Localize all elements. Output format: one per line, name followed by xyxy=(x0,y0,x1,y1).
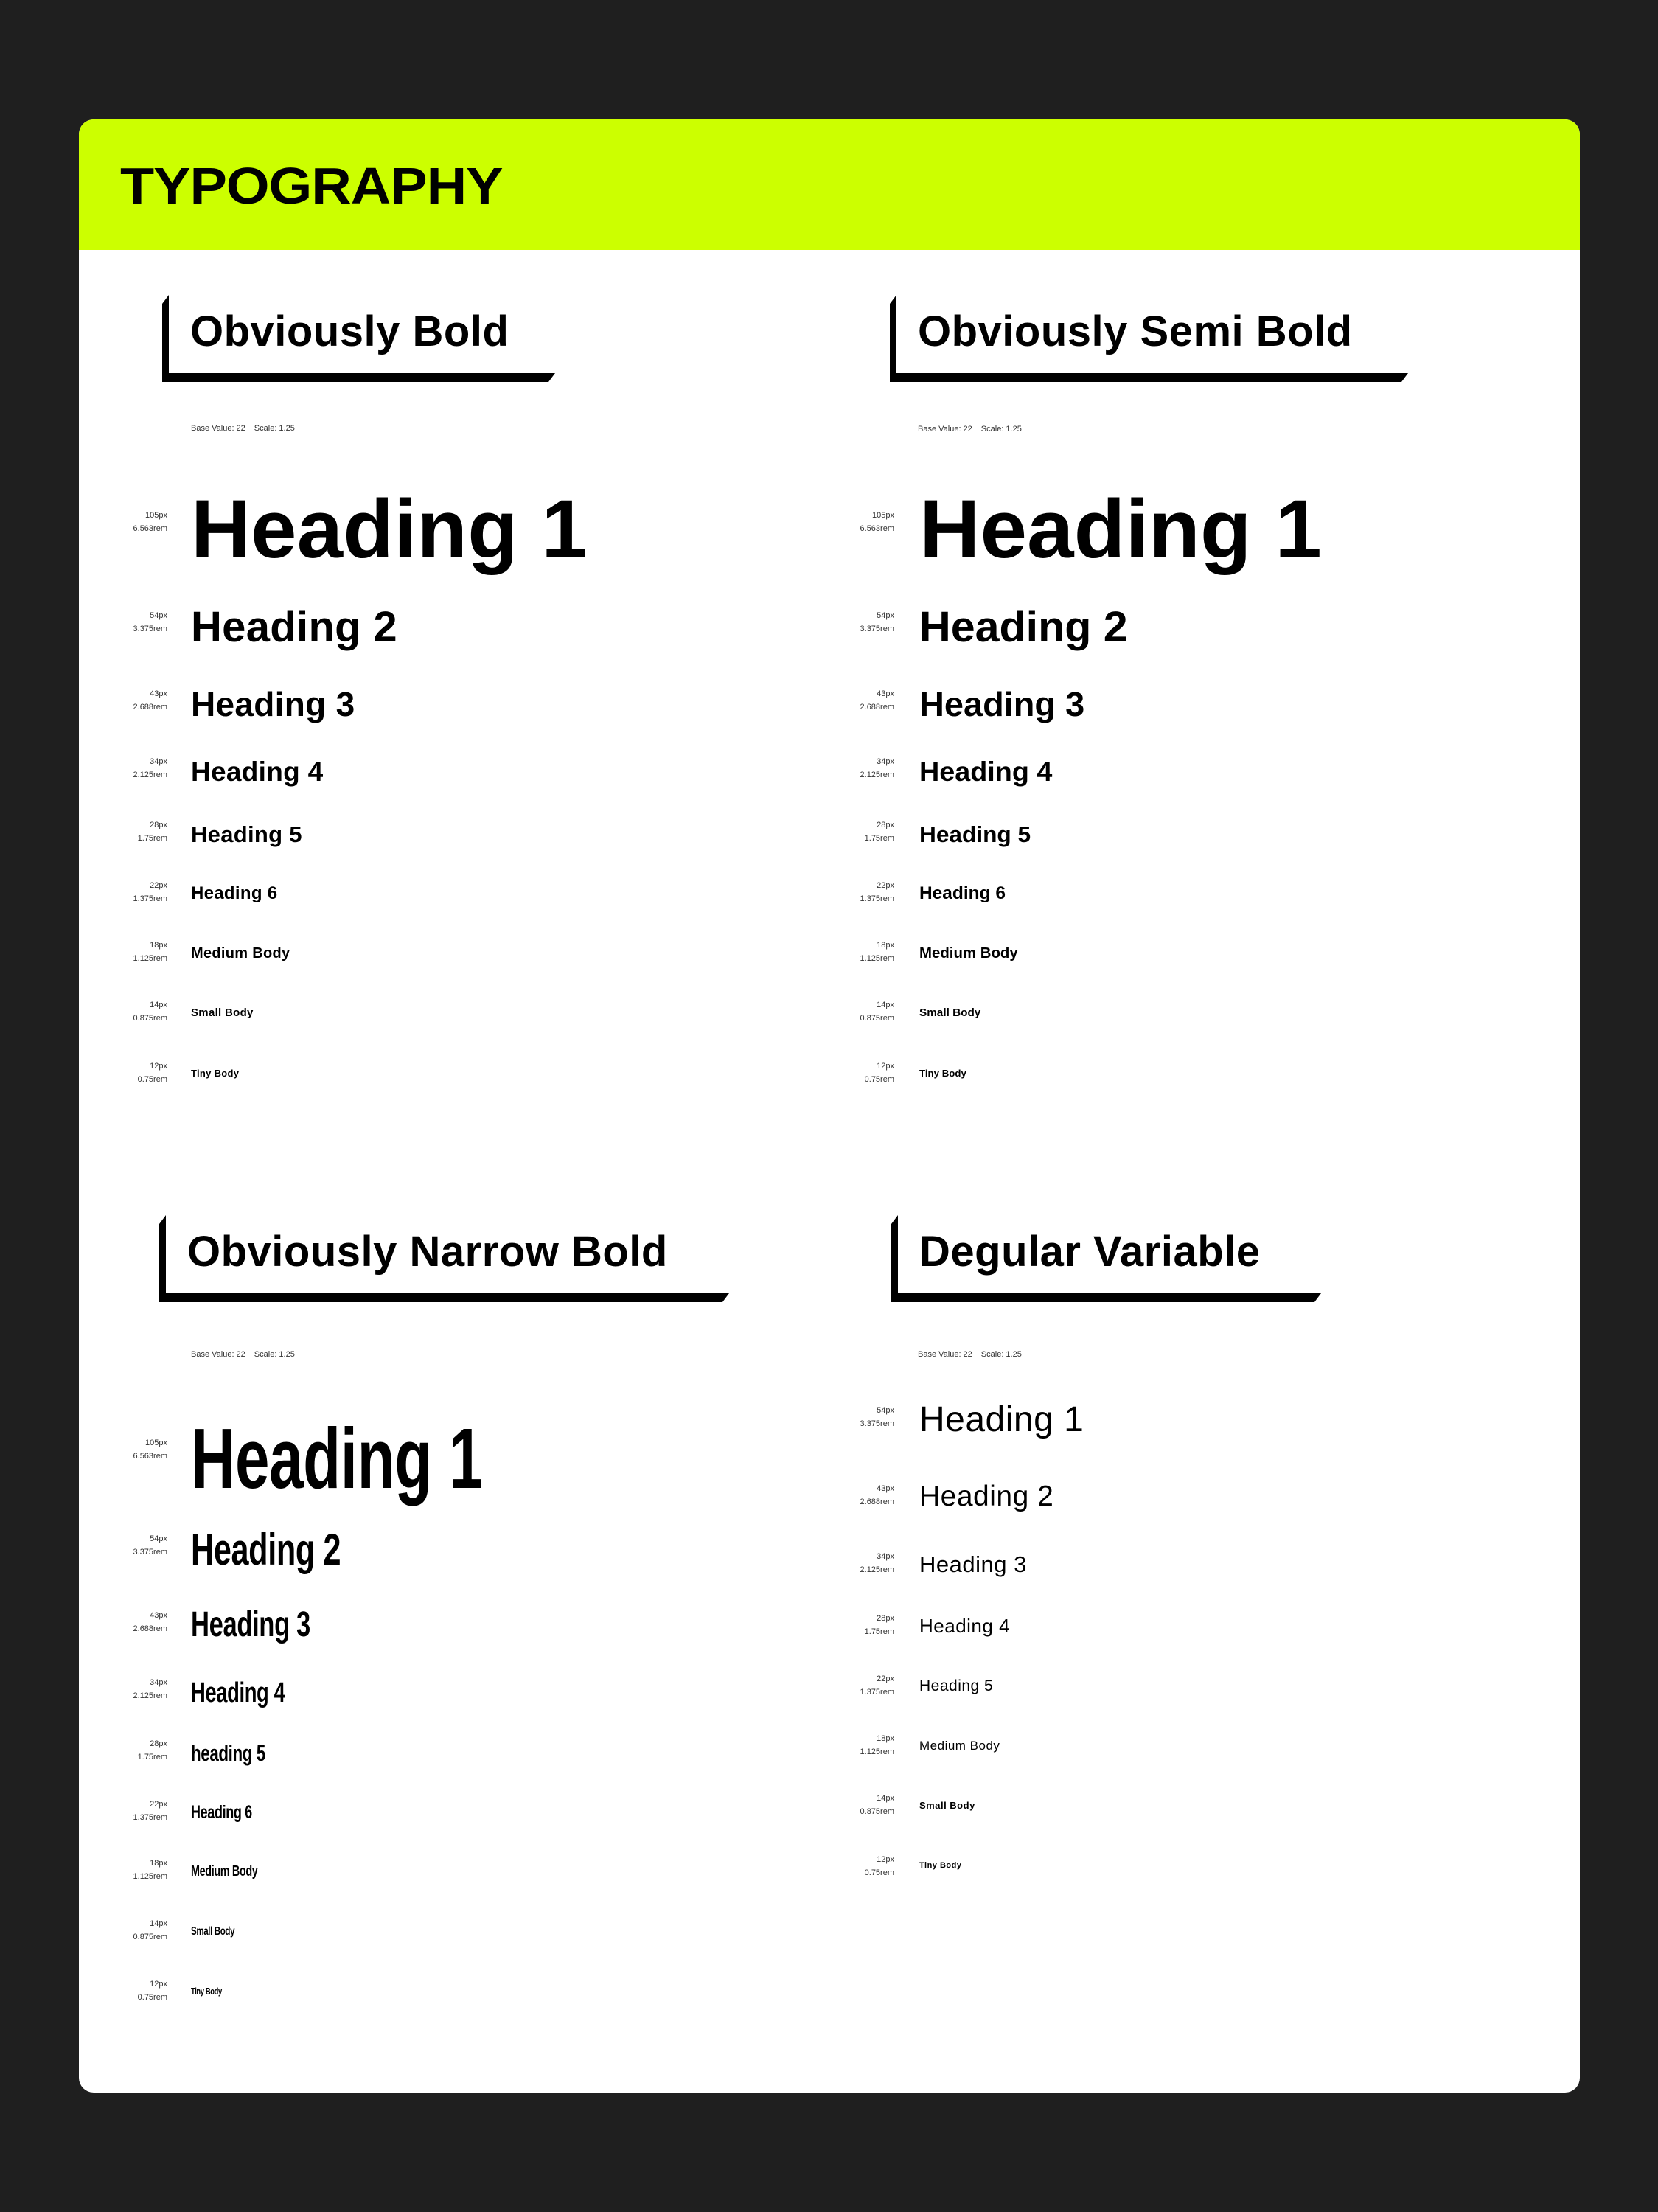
typography-card xyxy=(79,119,1580,2093)
size-label: 54px 3.375rem xyxy=(860,1406,894,1428)
sample-small-body: Small Body xyxy=(191,1925,235,1938)
size-label: 28px 1.75rem xyxy=(864,1614,894,1636)
sample-tiny-body: Tiny Body xyxy=(919,1068,966,1079)
section-title-box xyxy=(891,1215,1321,1302)
size-label: 34px 2.125rem xyxy=(860,1552,894,1574)
sample-medium-body: Medium Body xyxy=(919,945,1018,961)
size-label: 22px 1.375rem xyxy=(860,881,894,903)
sample-heading-3: Heading 3 xyxy=(919,1551,1027,1577)
size-label: 18px 1.125rem xyxy=(133,941,167,963)
sample-heading-4: Heading 4 xyxy=(191,757,324,787)
sample-tiny-body: Tiny Body xyxy=(919,1861,962,1870)
size-label: 28px 1.75rem xyxy=(137,1739,167,1761)
sample-heading-6: Heading 6 xyxy=(191,883,278,903)
size-label: 105px 6.563rem xyxy=(860,511,894,533)
section-title-box xyxy=(162,295,555,382)
sample-tiny-body: Tiny Body xyxy=(191,1068,240,1079)
size-label: 22px 1.375rem xyxy=(133,1800,167,1822)
size-label: 18px 1.125rem xyxy=(860,941,894,963)
sample-heading-1: Heading 1 xyxy=(919,1400,1084,1439)
scale-meta xyxy=(918,1350,1022,1359)
sample-heading-4: Heading 4 xyxy=(191,1677,285,1708)
page-title: TYPOGRAPHY xyxy=(120,157,503,215)
size-label: 28px 1.75rem xyxy=(864,821,894,843)
sample-heading-2: Heading 2 xyxy=(191,1525,341,1574)
sample-heading-2: Heading 2 xyxy=(191,603,397,651)
section-title: Obviously Narrow Bold xyxy=(187,1228,668,1276)
base-value: Base Value: 22 xyxy=(918,1350,972,1359)
sample-heading-3: Heading 3 xyxy=(919,685,1085,723)
sample-small-body: Small Body xyxy=(919,1800,975,1811)
scale-value: Scale: 1.25 xyxy=(254,424,295,433)
sample-heading-1: Heading 1 xyxy=(191,1411,483,1506)
size-label: 12px 0.75rem xyxy=(137,1062,167,1084)
sample-tiny-body: Tiny Body xyxy=(191,1986,222,1997)
size-label: 54px 3.375rem xyxy=(133,611,167,633)
scale-value: Scale: 1.25 xyxy=(254,1350,295,1359)
size-label: 34px 2.125rem xyxy=(860,757,894,779)
sample-medium-body: Medium Body xyxy=(191,1863,258,1879)
size-label: 28px 1.75rem xyxy=(137,821,167,843)
sample-heading-2: Heading 2 xyxy=(919,603,1128,651)
sample-small-body: Small Body xyxy=(919,1006,981,1019)
section-title: Degular Variable xyxy=(919,1228,1261,1276)
size-label: 43px 2.688rem xyxy=(860,689,894,712)
sample-heading-3: Heading 3 xyxy=(191,1605,310,1644)
size-label: 22px 1.375rem xyxy=(860,1674,894,1697)
base-value: Base Value: 22 xyxy=(918,425,972,434)
size-label: 34px 2.125rem xyxy=(133,1678,167,1700)
sample-heading-5: heading 5 xyxy=(191,1740,265,1766)
size-label: 12px 0.75rem xyxy=(137,1980,167,2002)
sample-heading-5: Heading 5 xyxy=(191,821,302,847)
size-label: 12px 0.75rem xyxy=(864,1855,894,1877)
scale-meta xyxy=(191,424,295,433)
sample-heading-5: Heading 5 xyxy=(919,821,1031,847)
size-label: 12px 0.75rem xyxy=(864,1062,894,1084)
section-title: Obviously Bold xyxy=(190,307,509,355)
size-label: 34px 2.125rem xyxy=(133,757,167,779)
section-degular-variable xyxy=(809,1152,1580,2093)
sample-medium-body: Medium Body xyxy=(919,1739,1000,1753)
section-obviously-bold xyxy=(79,119,829,1152)
size-label: 14px 0.875rem xyxy=(860,1794,894,1816)
size-label: 54px 3.375rem xyxy=(133,1534,167,1557)
sample-heading-4: Heading 4 xyxy=(919,1615,1011,1637)
sample-heading-2: Heading 2 xyxy=(919,1481,1054,1512)
size-label: 43px 2.688rem xyxy=(860,1484,894,1506)
scale-value: Scale: 1.25 xyxy=(980,425,1022,434)
sample-heading-4: Heading 4 xyxy=(919,757,1053,787)
size-label: 18px 1.125rem xyxy=(133,1859,167,1881)
section-title: Obviously Semi Bold xyxy=(918,307,1353,355)
sample-heading-5: Heading 5 xyxy=(919,1677,994,1694)
section-title-box xyxy=(159,1215,729,1302)
base-value: Base Value: 22 xyxy=(191,424,245,433)
size-label: 43px 2.688rem xyxy=(133,1611,167,1633)
sample-heading-6: Heading 6 xyxy=(191,1802,252,1823)
size-label: 14px 0.875rem xyxy=(133,1919,167,1941)
size-label: 22px 1.375rem xyxy=(133,881,167,903)
sample-heading-3: Heading 3 xyxy=(191,685,355,723)
sample-medium-body: Medium Body xyxy=(191,945,290,961)
size-label: 18px 1.125rem xyxy=(860,1734,894,1756)
size-label: 43px 2.688rem xyxy=(133,689,167,712)
sample-small-body: Small Body xyxy=(191,1006,254,1019)
sample-heading-6: Heading 6 xyxy=(919,883,1006,903)
size-label: 105px 6.563rem xyxy=(133,1439,167,1461)
section-obviously-semi-bold xyxy=(809,119,1580,1152)
scale-meta xyxy=(191,1350,295,1359)
base-value: Base Value: 22 xyxy=(191,1350,245,1359)
section-obviously-narrow-bold xyxy=(79,1152,829,2093)
size-label: 54px 3.375rem xyxy=(860,611,894,633)
section-title-box xyxy=(890,295,1408,382)
size-label: 105px 6.563rem xyxy=(133,511,167,533)
scale-meta xyxy=(918,425,1022,434)
sample-heading-1: Heading 1 xyxy=(191,483,588,575)
size-label: 14px 0.875rem xyxy=(133,1001,167,1023)
scale-value: Scale: 1.25 xyxy=(980,1350,1022,1359)
size-label: 14px 0.875rem xyxy=(860,1001,894,1023)
sample-heading-1: Heading 1 xyxy=(919,483,1322,575)
